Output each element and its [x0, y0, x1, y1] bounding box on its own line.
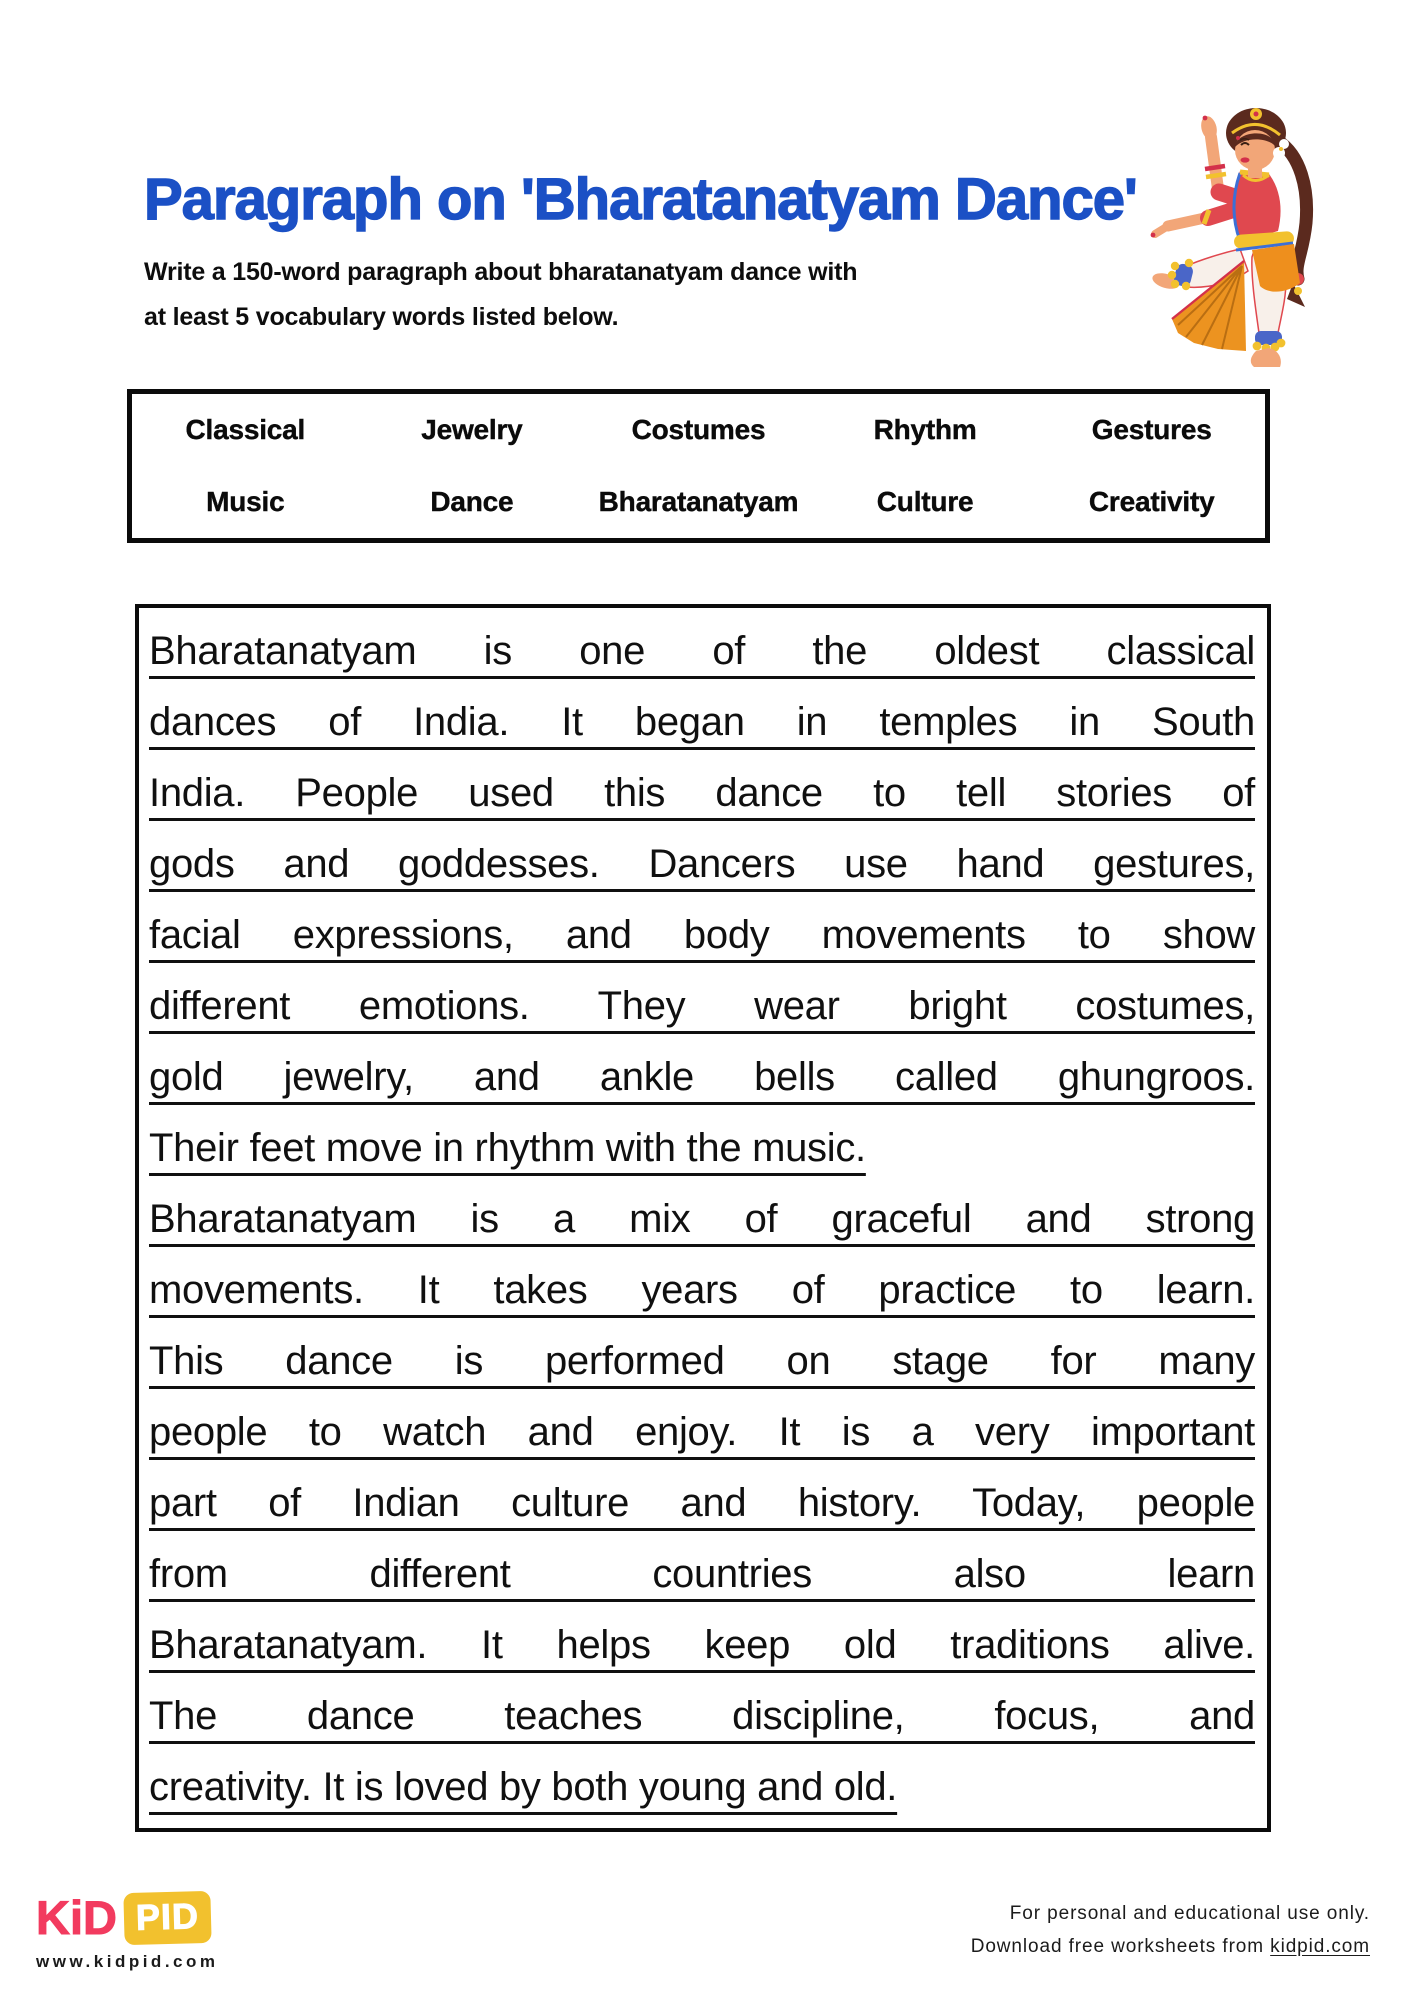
vocab-word-music: Music: [206, 486, 285, 517]
paragraph-line: India. People used this dance to tell stories of: [149, 771, 1255, 815]
vocab-word-costumes: Costumes: [631, 414, 766, 445]
paragraph-line: gold jewelry, and ankle bells called ghungroos.: [149, 1055, 1255, 1099]
paragraph-line: gods and goddesses. Dancers use hand gestures,: [149, 842, 1255, 886]
usage-line: For personal and educational use only.: [1009, 1903, 1370, 1924]
vocab-word-bharatanatyam: Bharatanatyam: [598, 486, 799, 517]
vocab-word-jewelry: Jewelry: [421, 414, 523, 445]
footer-usage-note: [971, 1897, 1370, 1963]
instructions-line-2: at least 5 vocabulary words listed below.: [144, 303, 619, 331]
kidpid-logo-pid-badge: [123, 1890, 211, 1944]
paragraph-line: dances of India. It began in temples in South: [149, 700, 1255, 744]
vocab-word-creativity: Creativity: [1088, 486, 1215, 517]
website-url: www.kidpid.com: [36, 1952, 219, 1971]
paragraph-line: creativity. It is loved by both young and old.: [149, 1765, 898, 1809]
kidpid-logo-pid-text: PID: [135, 1894, 200, 1938]
paragraph-line: part of Indian culture and history. Today, people: [149, 1481, 1255, 1525]
paragraph-line: different emotions. They wear bright costumes,: [149, 984, 1255, 1028]
paragraph-line: people to watch and enjoy. It is a very important: [149, 1410, 1255, 1454]
paragraph-answer-box: [135, 604, 1271, 1832]
vocab-word-classical: Classical: [185, 414, 306, 445]
kidpid-link[interactable]: kidpid.com: [1270, 1936, 1370, 1957]
vocabulary-box: [127, 389, 1270, 543]
paragraph-line: The dance teaches discipline, focus, and: [149, 1694, 1255, 1738]
vocab-word-dance: Dance: [430, 486, 514, 517]
paragraph-line: movements. It takes years of practice to learn.: [149, 1268, 1255, 1312]
kidpid-logo-kid-text: KiD: [36, 1891, 117, 1944]
bharatanatyam-dancer-illustration: [1128, 92, 1343, 384]
paragraph-line: from different countries also learn: [149, 1552, 1255, 1596]
vocab-word-gestures: Gestures: [1091, 414, 1212, 445]
kidpid-logo: [36, 1890, 211, 1945]
vocab-word-culture: Culture: [876, 486, 974, 517]
instructions: [144, 250, 857, 340]
download-line-prefix: Download free worksheets from: [970, 1936, 1271, 1957]
vocab-word-rhythm: Rhythm: [873, 414, 977, 445]
paragraph-line: This dance is performed on stage for many: [149, 1339, 1255, 1383]
page-title: Paragraph on 'Bharatanatyam Dance': [144, 167, 1137, 232]
download-line: [971, 1930, 1370, 1963]
instructions-line-1: Write a 150-word paragraph about bharatanatyam dance with: [144, 258, 858, 286]
paragraph-line: Bharatanatyam is a mix of graceful and strong: [149, 1197, 1255, 1241]
paragraph-line: Bharatanatyam. It helps keep old traditions alive.: [149, 1623, 1255, 1667]
paragraph-line: Bharatanatyam is one of the oldest classical: [149, 629, 1255, 673]
paragraph-line: facial expressions, and body movements to show: [149, 913, 1255, 957]
paragraph-line: Their feet move in rhythm with the music.: [149, 1126, 866, 1170]
